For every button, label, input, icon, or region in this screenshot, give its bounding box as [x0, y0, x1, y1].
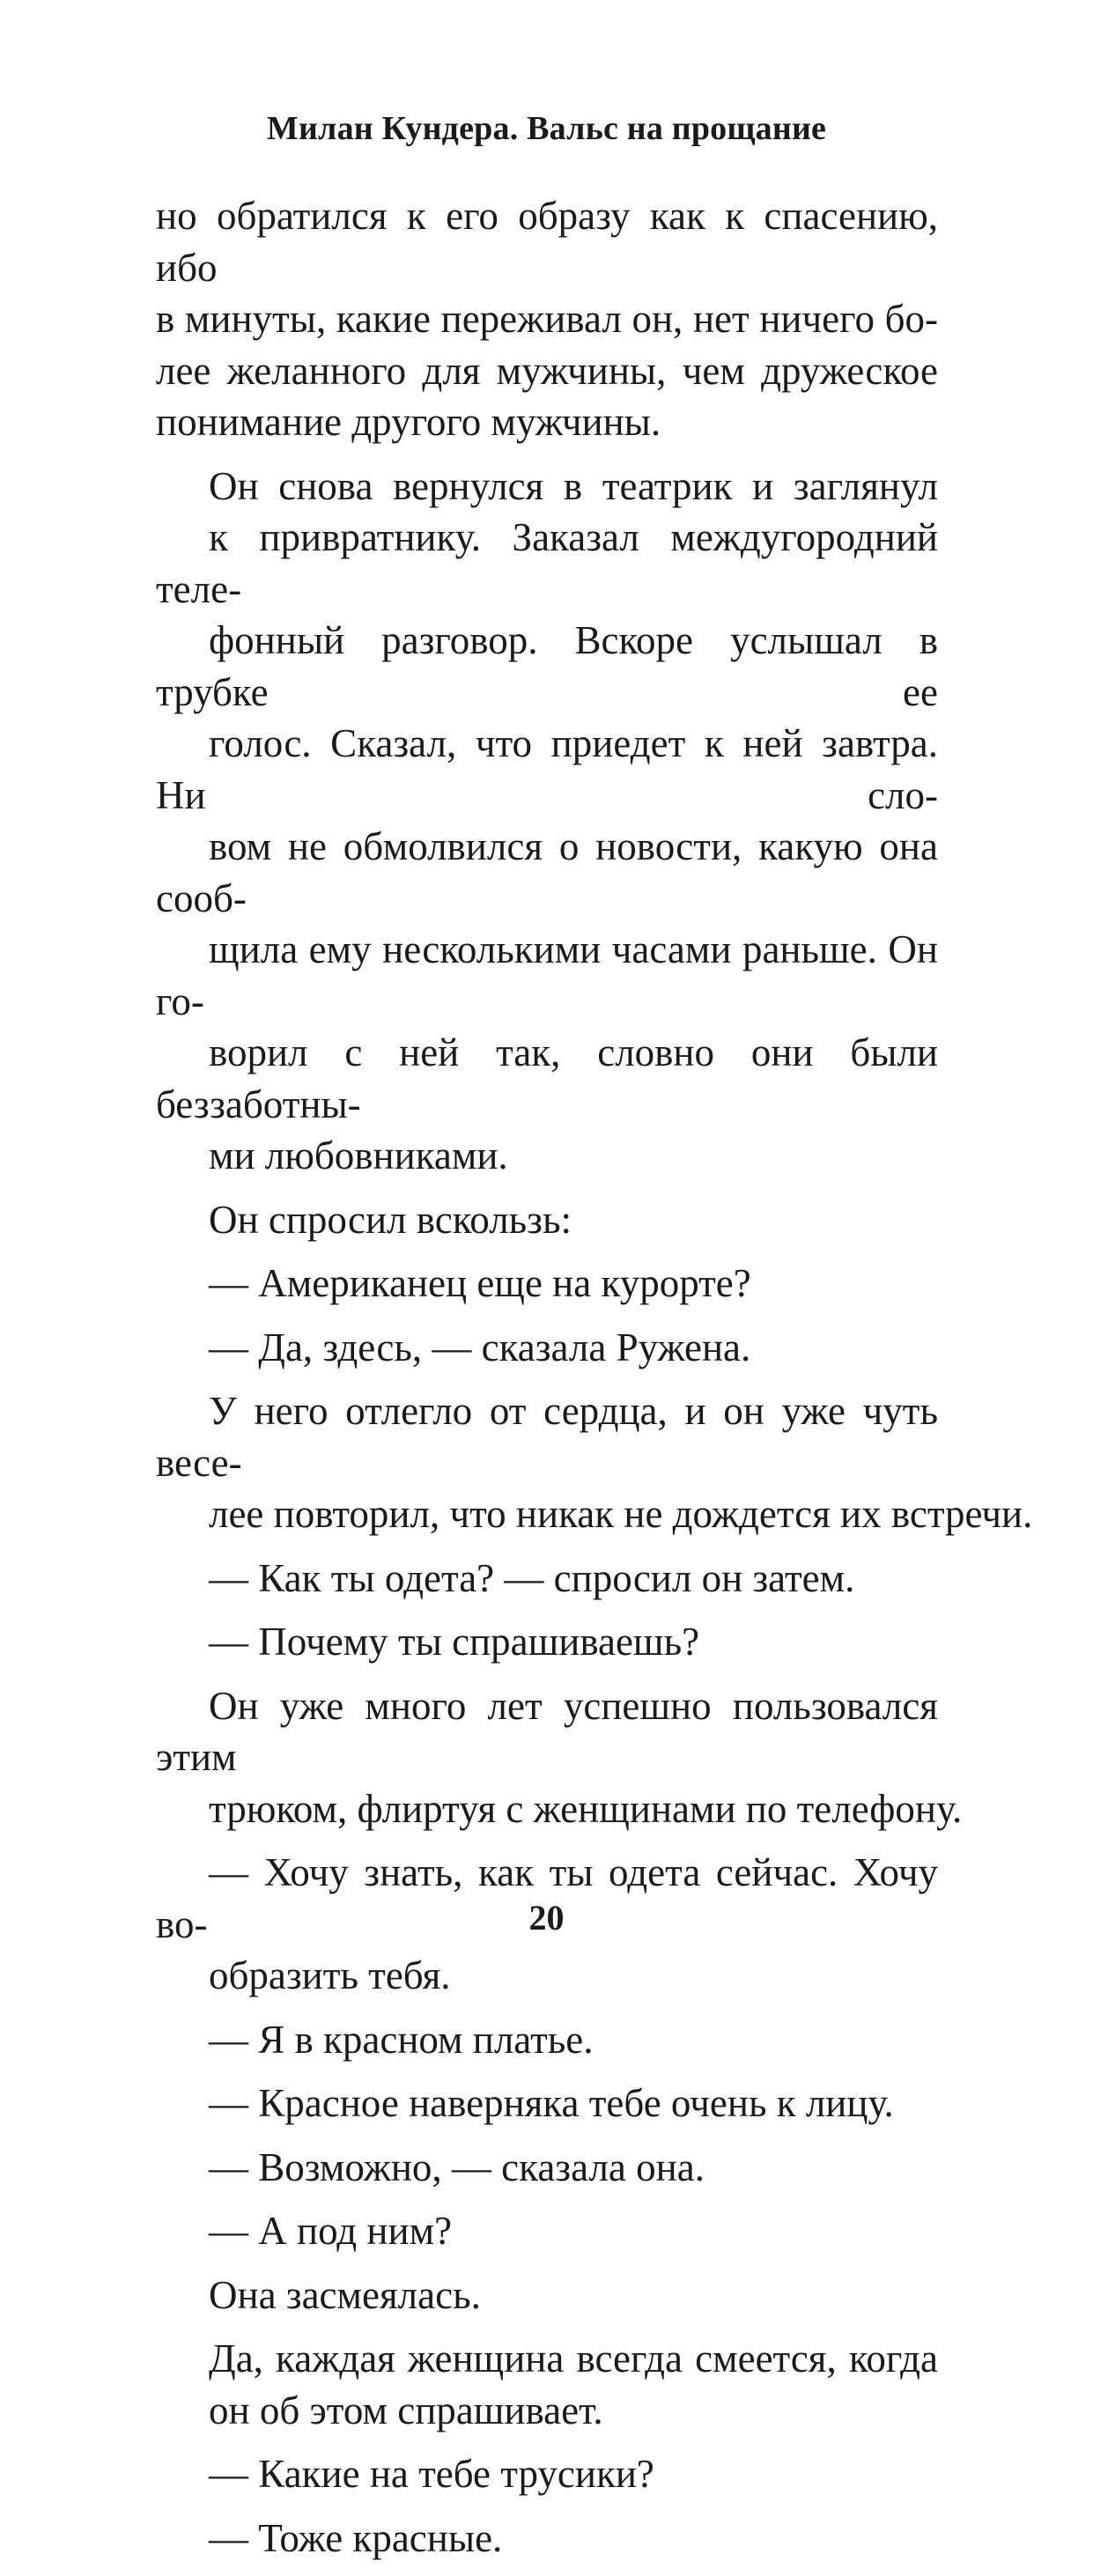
text-line: — Красное наверняка тебе очень к лицу. — [209, 2081, 894, 2125]
text-line: — А под ним? — [209, 2209, 453, 2253]
text-line: щила ему несколькими часами раньше. Он го- — [156, 927, 938, 1023]
paragraph — [156, 1616, 938, 1668]
text-line: — Тоже красные. — [209, 2515, 503, 2560]
text-line: Он снова вернулся в театрик и заглянул — [209, 463, 938, 508]
paragraph — [156, 1194, 938, 1246]
book-text — [156, 190, 1033, 2576]
text-line: вом не обмолвился о новости, какую она сооб- — [156, 824, 938, 920]
text-line: — Американец еще на курорте? — [209, 1261, 751, 1305]
text-line: образить тебя. — [209, 1953, 451, 1997]
paragraph — [156, 1553, 938, 1605]
text-line: — Какие на тебе трусики? — [209, 2452, 654, 2496]
text-line: Да, каждая женщина всегда смеется, когда — [209, 2336, 938, 2380]
text-line: голос. Сказал, что приедет к ней завтра. Ни сло- — [156, 721, 938, 817]
paragraph — [156, 2448, 938, 2500]
paragraph — [156, 1258, 938, 1310]
paragraph — [156, 2014, 938, 2066]
text-line: Она засмеялась. — [209, 2272, 481, 2317]
paragraph — [156, 2270, 938, 2321]
text-line: фонный разговор. Вскоре услышал в трубке ее — [156, 618, 938, 714]
paragraph — [156, 1322, 938, 1374]
text-line: лее желанного для мужчины, чем дружеское — [156, 348, 938, 393]
paragraph — [156, 2513, 938, 2565]
text-line: трюком, флиртуя с женщинами по телефону. — [209, 1786, 963, 1831]
paragraph — [156, 190, 938, 448]
text-line: Он уже много лет успешно пользовался этим — [156, 1683, 938, 1779]
text-line: — Почему ты спрашиваешь? — [209, 1620, 700, 1664]
text-line: к привратнику. Заказал междугородний теле- — [156, 515, 938, 611]
paragraph — [156, 461, 938, 1182]
text-line: но обратился к его образу как к спасению, ибо — [156, 194, 938, 290]
text-line: ми любовниками. — [209, 1133, 508, 1177]
paragraph — [156, 2078, 938, 2129]
text-line: лее повторил, что никак не дождется их встречи. — [209, 1492, 1033, 1536]
text-line: — Я в красном платье. — [209, 2017, 594, 2062]
running-header: Милан Кундера. Вальс на прощание — [266, 110, 827, 147]
page-number: 20 — [528, 1898, 565, 1938]
text-line: — Как ты одета? — спросил он затем. — [209, 1555, 855, 1600]
paragraph — [156, 1680, 963, 1835]
text-line: — Возможно, — сказала она. — [209, 2144, 705, 2189]
text-line: — Да, здесь, — сказала Ружена. — [209, 1325, 751, 1369]
text-line: Он спросил вскользь: — [209, 1197, 572, 1242]
text-line: У него отлегло от сердца, и он уже чуть весе- — [156, 1389, 938, 1485]
text-line: ворил с ней так, словно они были беззаботны- — [156, 1030, 938, 1126]
text-line: он об этом спрашивает. — [209, 2388, 603, 2432]
text-line: понимание другого мужчины. — [156, 400, 661, 444]
paragraph — [156, 2205, 938, 2257]
paragraph — [156, 1385, 1033, 1540]
paragraph — [156, 2142, 938, 2194]
text-line: в минуты, какие переживал он, нет ничего бо- — [156, 297, 938, 341]
text-line: — Хочу знать, как ты одета сейчас. Хочу во- — [156, 1850, 938, 1946]
paragraph — [156, 2333, 938, 2436]
